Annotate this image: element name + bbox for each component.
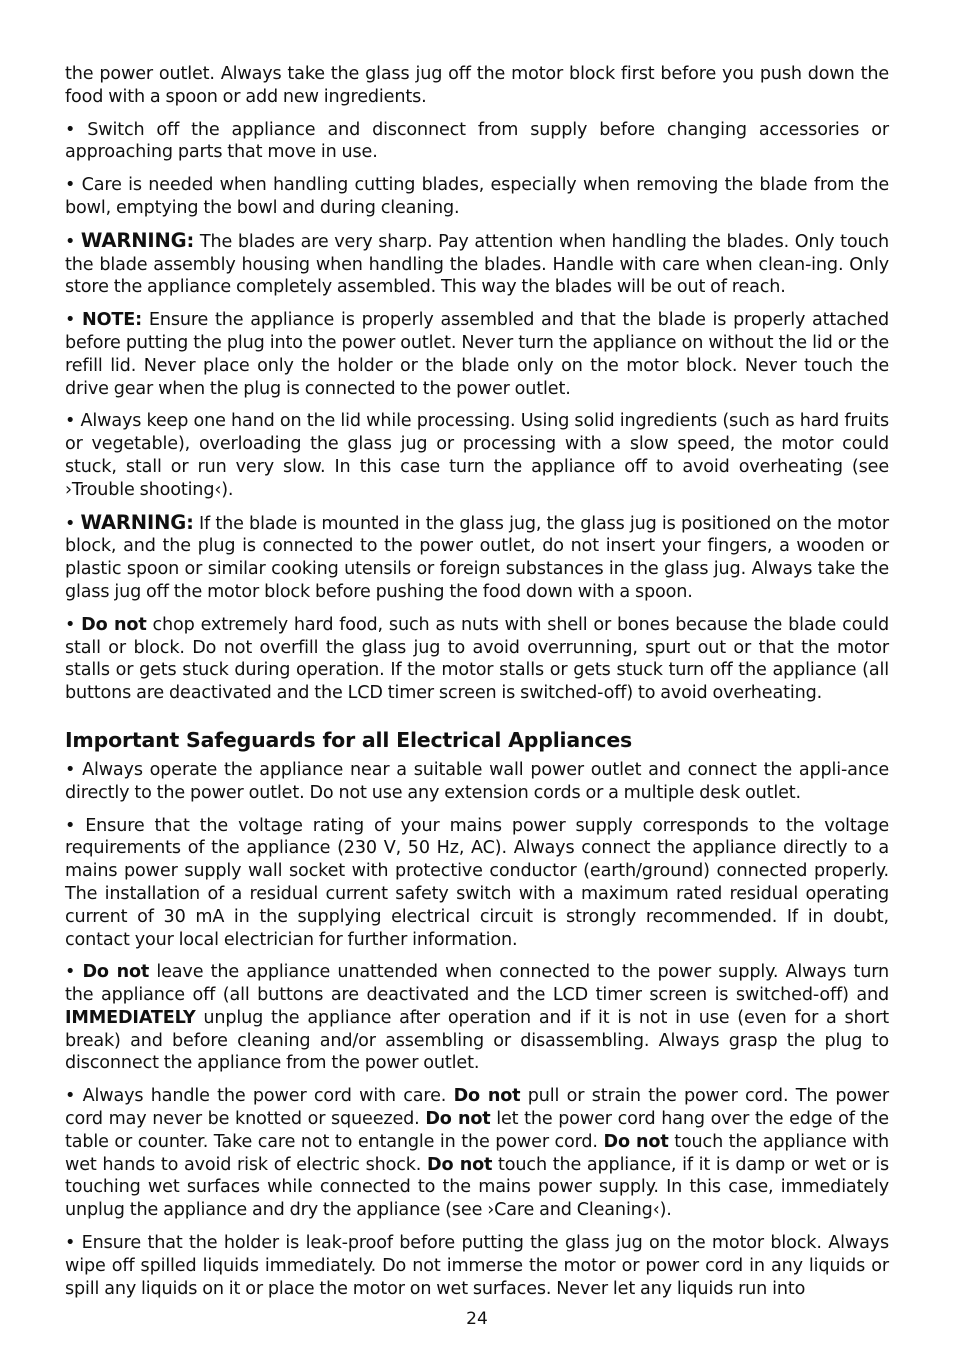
safety-paragraph [65, 1085, 889, 1222]
paragraphs-bottom [65, 759, 889, 1301]
paragraph-text: touch the appliance with wet hands to avoid risk of electric shock. [65, 1131, 890, 1175]
paragraph-text: • [65, 513, 81, 534]
bold-emphasis: Do not [603, 1131, 669, 1152]
safety-paragraph [65, 512, 889, 604]
paragraph-text: • Switch off the appliance and disconnect from supply before changing accessories or approaching parts that move in use. [65, 119, 889, 163]
paragraph-text: • Care is needed when handling cutting blades, especially when removing the blade from the bowl, emptying the bowl and during cleaning. [65, 175, 889, 218]
bold-emphasis: Do not [81, 614, 147, 635]
paragraph-text: • [65, 962, 83, 983]
safety-paragraph [65, 759, 889, 805]
paragraph-text: • [65, 614, 82, 635]
safety-paragraph [65, 410, 889, 501]
paragraph-text: Ensure the appliance is properly assembled and that the blade is properly attached before putting the plug into the power outlet. Never turn the appliance on without the lid or the refill lid. Never place only the holder or the blade only on the motor block. Never touch the drive gear when the plug is connected to the power outlet. [65, 310, 890, 399]
safety-paragraph [65, 119, 889, 165]
paragraph-text: • Always handle the power cord with care. [65, 1086, 454, 1107]
paragraph-text: • Ensure that the voltage rating of your mains power supply corresponds to the voltage requirements of the appliance (230 V, 50 Hz, AC). Always connect the appliance directly to a mains power supply wall socket with protective conductor (earth/ground) connected properly. The installation of a residual current safety switch with a maximum rated residual operating current of 30 mA in the supplying electrical circuit is strongly recommended. If in doubt, contact your local electrician for further information. [65, 815, 889, 950]
paragraph-text: If the blade is mounted in the glass jug, the glass jug is positioned on the motor block, and the plug is connected to the power outlet, do not insert your fingers, a wooden or plastic spoon or similar cooking utensils or foreign substances in the glass jug. Always take the glass jug off the motor block before pushing the food down with a spoon. [65, 513, 890, 602]
bold-emphasis: Do not [427, 1154, 493, 1175]
paragraphs-top [65, 63, 889, 705]
paragraph-text: unplug the appliance after operation and if it is not in use (even for a short break) and before cleaning and/or assembling or disassembling. Always grasp the plug to disconnect the appliance from the power outlet. [65, 1007, 889, 1074]
safety-paragraph [65, 961, 889, 1075]
manual-page [65, 63, 889, 1310]
safety-paragraph [65, 230, 889, 299]
safety-paragraph [65, 174, 889, 220]
safety-paragraph [65, 815, 889, 952]
bold-emphasis: Do not [453, 1086, 521, 1107]
paragraph-text: let the power cord hang over the edge of the table or counter. Take care not to entangle in the power cord. [65, 1109, 889, 1152]
paragraph-text: • [65, 231, 81, 252]
bold-emphasis: Do not [82, 962, 150, 983]
paragraph-text: • Ensure that the holder is leak-proof before putting the glass jug on the motor block. Always wipe off spilled liquids immediately. Do not immerse the motor or power cord in any liquids or spill any liquids on it or place the motor on wet surfaces. Never let any liquids run into [65, 1233, 889, 1299]
warning-label: WARNING: [80, 510, 194, 534]
paragraph-text: The blades are very sharp. Pay attention when handling the blades. Only touch the blade assembly housing when handling the blades. Handle with care when clean-ing. Only store the appliance completely assembled. This way the blades will be out of reach. [65, 231, 889, 298]
paragraph-text: the power outlet. Always take the glass jug off the motor block first before you push down the food with a spoon or add new ingredients. [65, 64, 889, 107]
warning-label: WARNING: [80, 228, 195, 252]
bold-emphasis: IMMEDIATELY [65, 1007, 196, 1028]
paragraph-text: • [65, 310, 83, 331]
section-heading: Important Safeguards for all Electrical Appliances [65, 727, 633, 752]
bold-emphasis: Do not [425, 1109, 491, 1130]
paragraph-text: • Always keep one hand on the lid while processing. Using solid ingredients (such as hard fruits or vegetable), overloading the glass jug or processing with a slow speed, the motor could stuck, stall or run very slow. In this case turn the appliance off to avoid overheating (see ›Trouble shooting‹). [65, 411, 889, 500]
paragraph-text: pull or strain the power cord. The power cord may never be knotted or squeezed. [65, 1086, 890, 1130]
safety-paragraph [65, 614, 889, 705]
paragraph-text: touch the appliance, if it is damp or wet or is touching wet surfaces while connected to the mains power supply. In this case, immediately unplug the appliance and dry the appliance (see ›Care and Cleaning‹). [65, 1154, 889, 1221]
safety-paragraph [65, 1232, 889, 1300]
bold-emphasis: NOTE: [82, 310, 143, 331]
paragraph-text: chop extremely hard food, such as nuts with shell or bones because the blade could stall or block. Do not overfill the glass jug to avoid overrunning, spurt out or that the motor stalls or gets stuck during operation. If the motor stalls or gets stuck turn off the appliance (all buttons are deactivated and the LCD timer screen is switched-off) to avoid overheating. [65, 614, 889, 704]
safety-paragraph [65, 309, 889, 400]
safety-paragraph [65, 63, 889, 109]
paragraph-text: • Always operate the appliance near a suitable wall power outlet and connect the appli-ance directly to the power outlet. Do not use any extension cords or a multiple desk outlet. [65, 759, 889, 803]
paragraph-text: leave the appliance unattended when connected to the power supply. Always turn the appliance off (all buttons are deactivated and the LCD timer screen is switched-off) and [65, 962, 890, 1006]
page-number: 24 [466, 1309, 488, 1329]
